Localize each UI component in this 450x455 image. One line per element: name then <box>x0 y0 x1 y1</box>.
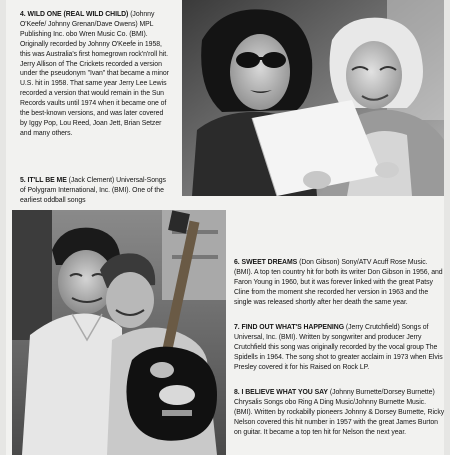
track-number: 6. <box>234 259 240 266</box>
track-description: (Johnny Burnette/Dorsey Burnette) Chrysalis Songs obo Ring A Ding Music/Johnny Burnette Music. (BMI). Written by rockabilly pioneers Johnny & Dorsey Burnette, Ricky Nelson covered this hit number in 1957 with the great James Burton on guitar. It became a top ten hit for Nelson the next year. <box>234 389 445 436</box>
track-number: 8. <box>234 389 240 396</box>
track-description: (Jerry Crutchfield) Songs of Universal, Inc. (BMI). Written by songwriter and producer Jerry Crutchfield this song was originally recorded by the vocal group The Spidells in 1964. The song shot to greater acclaim in 1973 when Elvis Presley covered it for his Raised on Rock LP. <box>234 324 443 371</box>
track-note-7 <box>234 323 446 373</box>
track-note-6 <box>234 258 446 308</box>
track-note-5 <box>20 176 172 206</box>
track-title: I BELIEVE WHAT YOU SAY <box>241 389 328 396</box>
track-description: (Johnny O'Keefe/ Johnny Grenan/Dave Owens) MPL Publishing Inc. obo Wren Music Co. (BMI). Originally recorded by Johnny O'Keefe in 1958, this was Australia's first homegrown rock'n'roll hit. Jerry Allison of The Crickets recorded a version under the pseudonym "Ivan" that became a minor U.S. hit in 1958. That same year Jerry Lee Lewis recorded a version that would remain in the Sun Records vaults until 1974 when it became one of the best-known versions, and was later covered by Iggy Pop, Lou Reed, Joan Jett, Brian Setzer and many others. <box>20 11 169 137</box>
track-number: 7. <box>234 324 240 331</box>
track-title: SWEET DREAMS <box>241 259 298 266</box>
track-note-8 <box>234 388 446 438</box>
photo-two-men-guitar-image <box>12 210 226 455</box>
photo-two-women-reading-image <box>182 0 444 196</box>
track-title: IT'LL BE ME <box>27 177 67 184</box>
booklet-page <box>6 0 444 455</box>
track-number: 5. <box>20 177 26 184</box>
photo-two-women-reading <box>182 0 444 196</box>
track-title: WILD ONE (REAL WILD CHILD) <box>27 11 129 18</box>
track-description: (Jack Clement) Universal-Songs of Polygram International, Inc. (BMI). One of the earliest oddball songs <box>20 177 166 204</box>
track-description: (Don Gibson) Sony/ATV Acuff Rose Music. (BMI). A top ten country hit for both its writer Don Gibson in 1956, and Faron Young in 1960, but it was forever linked with the great Patsy Cline from the moment she recorded her version in 1963 and the single was released shortly after her death the same year. <box>234 259 443 306</box>
track-note-4 <box>20 10 172 139</box>
photo-two-men-guitar <box>12 210 226 455</box>
track-number: 4. <box>20 11 26 18</box>
track-title: FIND OUT WHAT'S HAPPENING <box>241 324 345 331</box>
